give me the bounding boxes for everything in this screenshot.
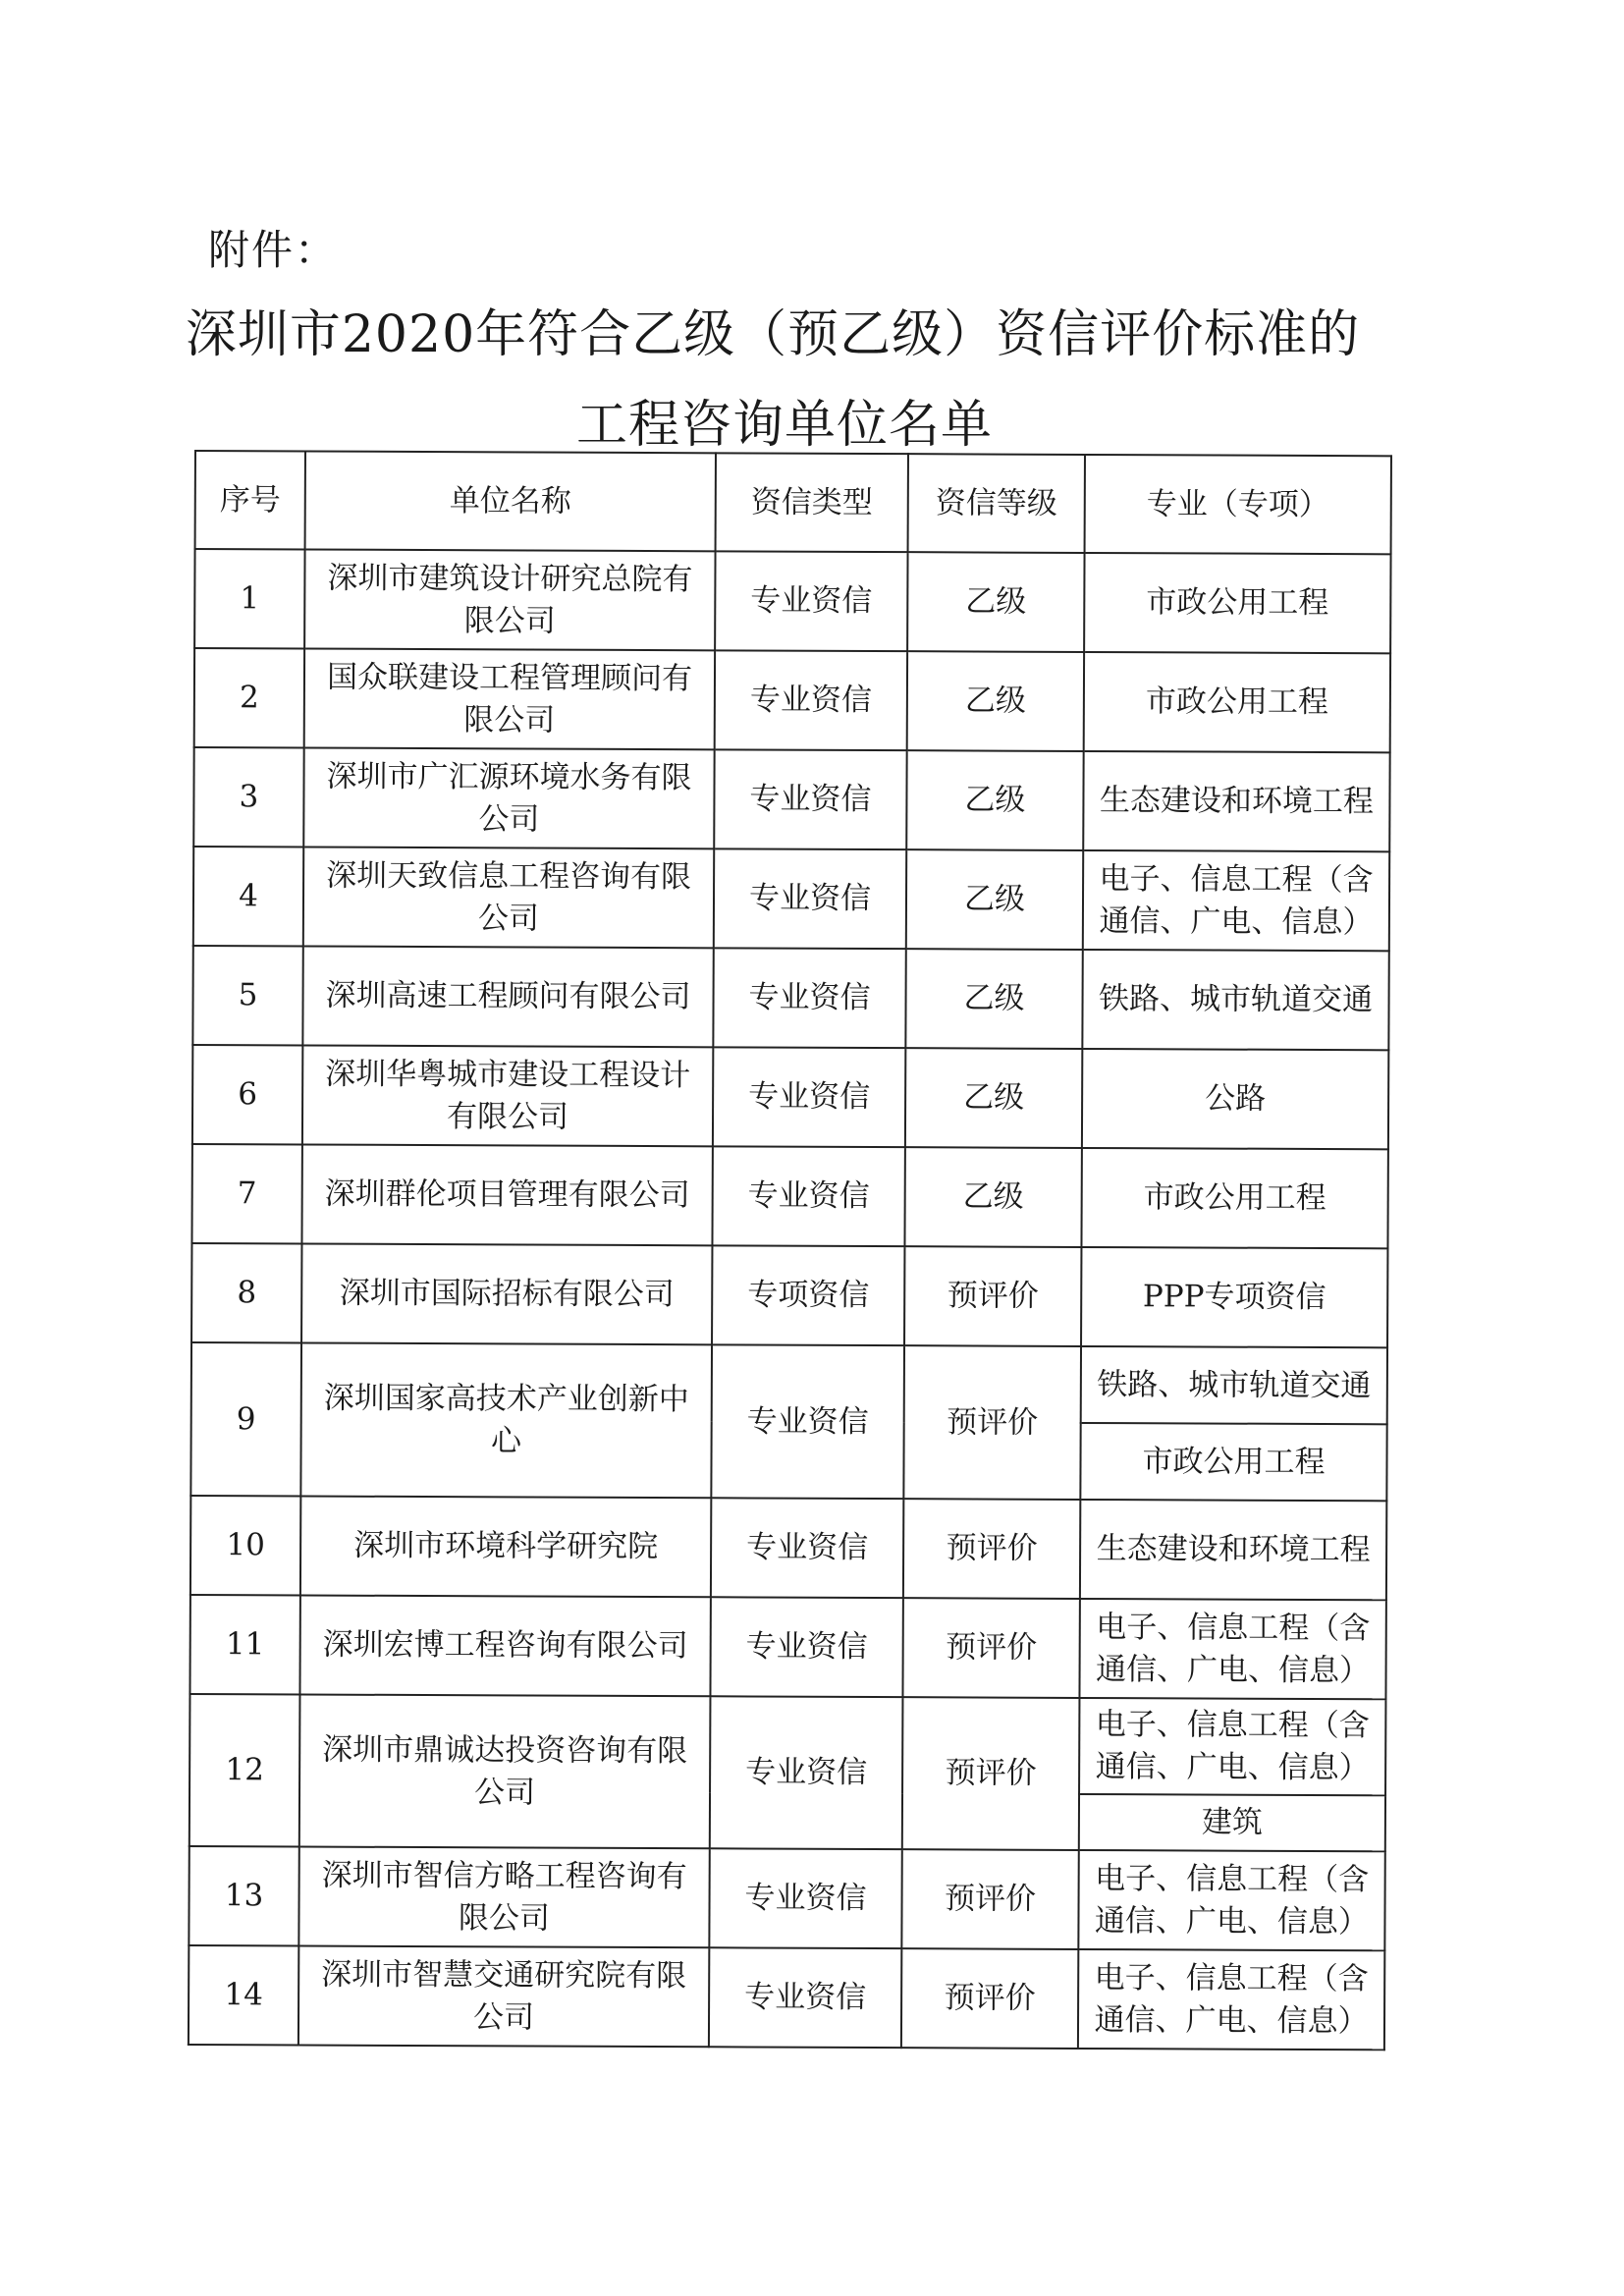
credit-type-cell: 专业资信 xyxy=(710,1696,903,1849)
specialty-cell: 电子、信息工程（含通信、广电、信息） xyxy=(1078,1949,1384,2050)
seq-cell: 14 xyxy=(189,1945,298,2045)
unit-name-cell: 深圳市智慧交通研究院有限公司 xyxy=(298,1945,709,2047)
table-row xyxy=(189,1694,1385,1795)
unit-name-cell: 深圳高速工程顾问有限公司 xyxy=(302,946,713,1047)
unit-name-cell: 深圳市智信方略工程咨询有限公司 xyxy=(298,1846,709,1947)
seq-cell: 2 xyxy=(194,648,304,747)
specialty-cell: 生态建设和环境工程 xyxy=(1080,1500,1386,1600)
unit-name-cell: 深圳市国际招标有限公司 xyxy=(301,1243,712,1344)
table-row xyxy=(189,1595,1385,1699)
credit-level-cell: 乙级 xyxy=(905,949,1082,1049)
credit-type-cell: 专项资信 xyxy=(712,1245,904,1345)
specialty-cell: 电子、信息工程（含通信、广电、信息） xyxy=(1078,1850,1384,1950)
credit-level-cell: 乙级 xyxy=(904,1147,1081,1247)
consulting-unit-table xyxy=(188,450,1392,2050)
credit-type-cell: 专业资信 xyxy=(713,948,905,1048)
credit-level-cell: 乙级 xyxy=(906,750,1083,850)
seq-cell: 3 xyxy=(193,747,303,847)
unit-name-cell: 深圳华粤城市建设工程设计有限公司 xyxy=(302,1045,713,1146)
unit-name-cell: 深圳群伦项目管理有限公司 xyxy=(301,1144,712,1245)
credit-level-cell: 预评价 xyxy=(903,1499,1080,1599)
table-row xyxy=(190,1496,1386,1600)
seq-cell: 12 xyxy=(189,1694,300,1846)
unit-name-cell: 国众联建设工程管理顾问有限公司 xyxy=(304,648,715,749)
credit-type-cell: 专业资信 xyxy=(711,1498,903,1598)
specialty-cell: 公路 xyxy=(1082,1049,1388,1149)
specialty-cell: 市政公用工程 xyxy=(1084,652,1390,752)
credit-type-cell: 专业资信 xyxy=(709,1947,901,2048)
specialty-cell: 电子、信息工程（含通信、广电、信息） xyxy=(1083,850,1389,951)
table-row xyxy=(194,549,1390,653)
credit-level-cell: 乙级 xyxy=(906,849,1083,950)
credit-type-cell: 专业资信 xyxy=(712,1146,904,1246)
table-row xyxy=(192,946,1388,1050)
table-header-row xyxy=(195,451,1391,554)
credit-type-cell: 专业资信 xyxy=(714,749,906,849)
table-row xyxy=(191,1144,1387,1248)
seq-cell: 5 xyxy=(192,946,302,1045)
table-row xyxy=(193,847,1389,951)
credit-level-cell: 预评价 xyxy=(902,1598,1079,1698)
unit-name-cell: 深圳市广汇源环境水务有限公司 xyxy=(303,747,714,848)
seq-cell: 7 xyxy=(191,1144,301,1243)
table-body xyxy=(189,549,1391,2050)
header-seq: 序号 xyxy=(195,451,305,549)
specialty-cell: 市政公用工程 xyxy=(1081,1148,1387,1248)
unit-name-cell: 深圳市建筑设计研究总院有限公司 xyxy=(304,549,715,650)
unit-name-cell: 深圳市环境科学研究院 xyxy=(300,1496,711,1597)
seq-cell: 6 xyxy=(192,1045,302,1144)
credit-level-cell: 预评价 xyxy=(904,1246,1081,1346)
seq-cell: 1 xyxy=(194,549,304,648)
document-title-line-1: 深圳市2020年符合乙级（预乙级）资信评价标准的 xyxy=(185,305,1361,364)
seq-cell: 10 xyxy=(190,1496,300,1595)
credit-level-cell: 预评价 xyxy=(901,1849,1078,1949)
seq-cell: 13 xyxy=(189,1846,298,1945)
header-specialty: 专业（专项） xyxy=(1085,455,1391,554)
specialty-cell: 铁路、城市轨道交通 xyxy=(1081,1346,1387,1424)
specialty-cell: 电子、信息工程（含通信、广电、信息） xyxy=(1079,1698,1385,1795)
table-row xyxy=(193,747,1389,851)
specialty-cell: 建筑 xyxy=(1079,1794,1385,1851)
table-row xyxy=(191,1243,1387,1347)
credit-type-cell: 专业资信 xyxy=(711,1344,904,1499)
table-row xyxy=(191,1342,1387,1424)
table-row xyxy=(194,648,1390,752)
seq-cell: 11 xyxy=(189,1595,299,1694)
unit-name-cell: 深圳市鼎诚达投资咨询有限公司 xyxy=(299,1694,711,1848)
specialty-cell: 市政公用工程 xyxy=(1080,1423,1386,1501)
specialty-cell: 市政公用工程 xyxy=(1084,553,1390,653)
credit-type-cell: 专业资信 xyxy=(710,1597,902,1697)
credit-level-cell: 预评价 xyxy=(902,1697,1080,1850)
unit-name-cell: 深圳宏博工程咨询有限公司 xyxy=(299,1595,710,1696)
credit-level-cell: 预评价 xyxy=(903,1345,1081,1500)
unit-name-cell: 深圳天致信息工程咨询有限公司 xyxy=(303,847,714,948)
credit-level-cell: 预评价 xyxy=(901,1948,1078,2049)
credit-type-cell: 专业资信 xyxy=(714,848,906,949)
table-row xyxy=(189,1846,1384,1950)
credit-level-cell: 乙级 xyxy=(905,1048,1082,1148)
document-title-line-2: 工程咨询单位名单 xyxy=(575,396,993,455)
header-type: 资信类型 xyxy=(716,453,908,552)
credit-level-cell: 乙级 xyxy=(907,552,1084,652)
attachment-label: 附件： xyxy=(208,226,339,274)
credit-type-cell: 专业资信 xyxy=(715,551,907,651)
credit-level-cell: 乙级 xyxy=(907,651,1084,751)
specialty-cell: 铁路、城市轨道交通 xyxy=(1082,950,1388,1050)
specialty-cell: 电子、信息工程（含通信、广电、信息） xyxy=(1079,1599,1385,1699)
credit-type-cell: 专业资信 xyxy=(715,650,907,750)
header-level: 资信等级 xyxy=(908,454,1085,553)
unit-name-cell: 深圳国家高技术产业创新中心 xyxy=(300,1342,712,1498)
table-row xyxy=(192,1045,1388,1149)
header-name: 单位名称 xyxy=(305,451,716,551)
seq-cell: 8 xyxy=(191,1243,301,1342)
credit-type-cell: 专业资信 xyxy=(713,1047,905,1147)
specialty-cell: PPP专项资信 xyxy=(1081,1247,1387,1347)
credit-type-cell: 专业资信 xyxy=(709,1848,901,1948)
seq-cell: 4 xyxy=(193,847,303,946)
specialty-cell: 生态建设和环境工程 xyxy=(1083,751,1389,851)
seq-cell: 9 xyxy=(190,1342,301,1496)
table-row xyxy=(189,1945,1384,2050)
